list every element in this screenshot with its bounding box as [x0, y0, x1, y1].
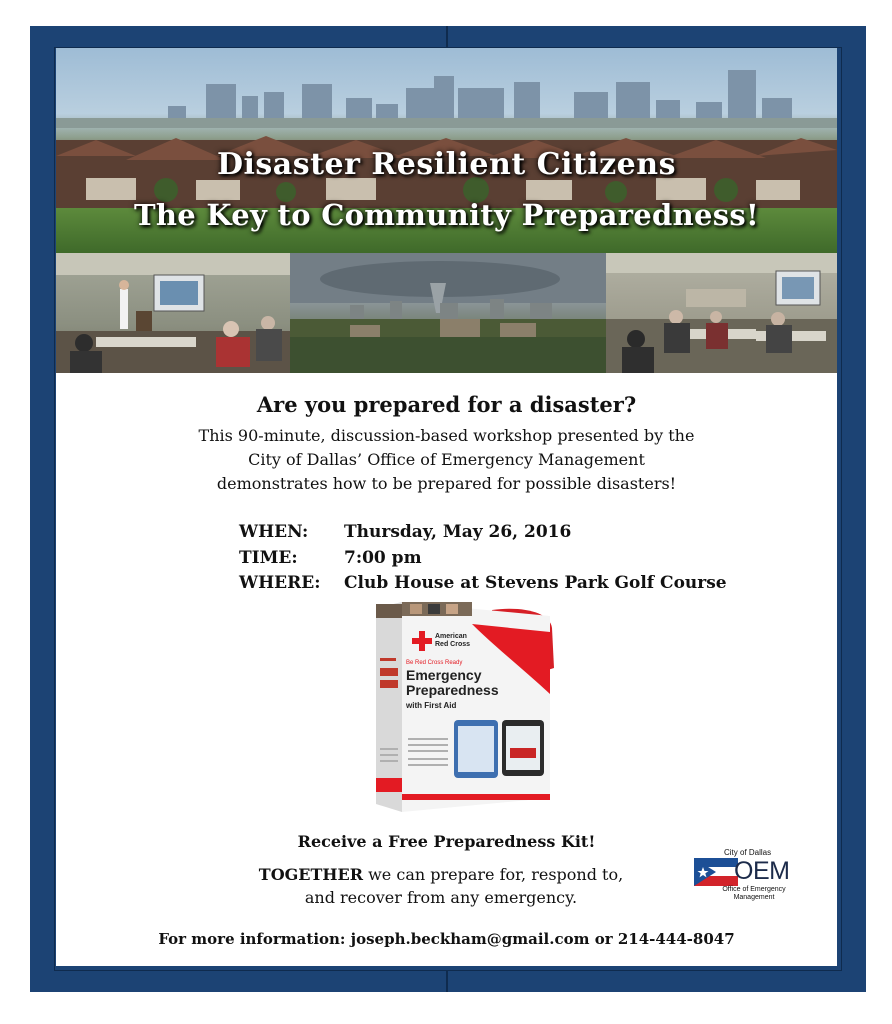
frame-seam [841, 48, 842, 970]
oem-subtitle-line1: Office of Emergency [722, 886, 786, 893]
dallas-oem-logo [694, 848, 804, 908]
description-line: This 90-minute, discussion-based workshop presented by the [198, 426, 695, 445]
detail-label: WHERE: [239, 573, 321, 593]
detail-row-where [239, 571, 727, 597]
event-details [239, 520, 727, 597]
headline-question: Are you prepared for a disaster? [256, 392, 637, 417]
dallas-flag-icon [694, 858, 738, 886]
kit-subtitle: with First Aid [406, 701, 457, 710]
frame-notch [446, 26, 448, 47]
preparedness-kit-image [372, 598, 556, 816]
workshop-photo-right [606, 253, 837, 373]
workshop-photo-left [56, 253, 290, 373]
workshop-description [56, 424, 837, 496]
oem-subtitle-line2: Management [733, 894, 775, 901]
kit-ready-text: Be Red Cross Ready [406, 660, 463, 666]
description-line: City of Dallas’ Office of Emergency Management [248, 450, 645, 469]
together-bold: TOGETHER [258, 865, 364, 884]
detail-row-when [239, 520, 727, 546]
together-message [231, 863, 651, 909]
detail-value: Club House at Stevens Park Golf Course [344, 573, 727, 593]
frame-seam [54, 48, 55, 970]
oem-city-label: City of Dallas [724, 848, 772, 857]
together-line1: we can prepare for, respond to, [363, 865, 624, 884]
kit-brand-line1: American [435, 633, 467, 640]
frame-notch [446, 971, 448, 992]
banner-title: Disaster Resilient Citizens [217, 147, 676, 182]
detail-value: 7:00 pm [344, 547, 422, 568]
detail-label: WHEN: [239, 522, 309, 542]
banner-subtitle: The Key to Community Preparedness! [133, 198, 760, 232]
detail-row-time [239, 546, 727, 572]
dallas-skyline [56, 48, 837, 128]
detail-label: TIME: [239, 547, 298, 568]
tornado-photo [290, 253, 606, 373]
kit-brand-line2: Red Cross [435, 641, 471, 648]
frame-seam [54, 970, 842, 971]
photo-strip [56, 253, 837, 373]
detail-value: Thursday, May 26, 2016 [344, 522, 572, 542]
description-line: demonstrates how to be prepared for possible disasters! [216, 474, 677, 493]
together-line2: and recover from any emergency. [304, 888, 578, 907]
oem-wordmark: OEM [734, 857, 790, 885]
city-banner-image [56, 48, 837, 253]
contact-info: For more information: joseph.beckham@gmail.com or 214-444-8047 [158, 930, 735, 948]
oem-subtitle [704, 886, 804, 902]
kit-title-line2: Preparedness [406, 682, 499, 698]
flyer-content [56, 48, 837, 966]
free-kit-offer: Receive a Free Preparedness Kit! [297, 832, 596, 851]
kit-title-line1: Emergency [406, 667, 482, 683]
